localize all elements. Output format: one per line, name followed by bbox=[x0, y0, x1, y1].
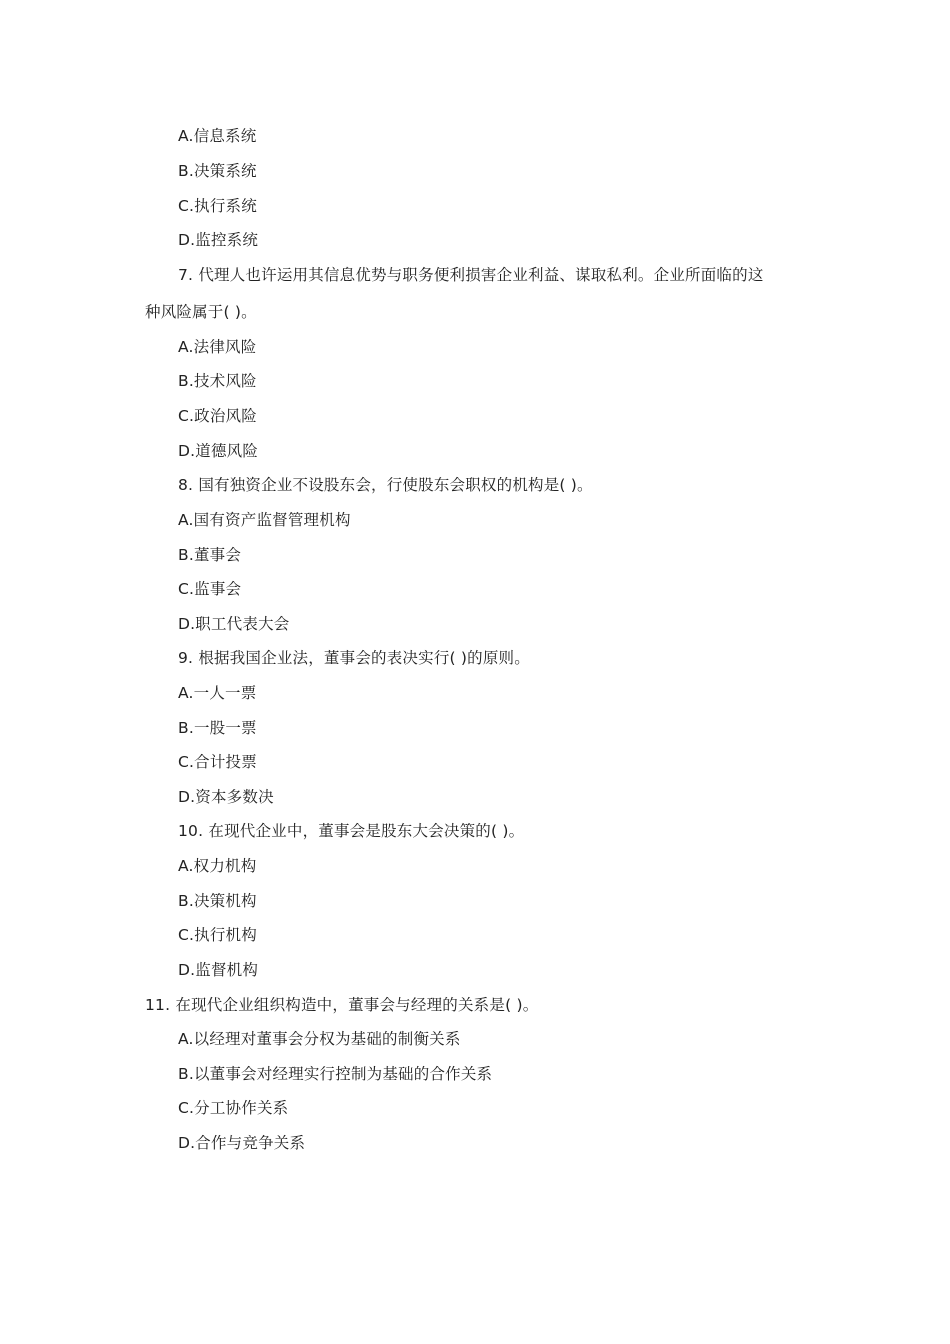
q10-text: 10. 在现代企业中，董事会是股东大会决策的( )。 bbox=[178, 822, 525, 840]
q10-option-d: D.监督机构 bbox=[178, 961, 259, 979]
q10-option-b: B.决策机构 bbox=[178, 892, 257, 910]
q8-option-d: D.职工代表大会 bbox=[178, 615, 290, 633]
q10-option-a: A.权力机构 bbox=[178, 857, 257, 875]
q6-option-a: A.信息系统 bbox=[178, 127, 257, 145]
q8-option-a: A.国有资产监督管理机构 bbox=[178, 511, 351, 529]
q8-option-c: C.监事会 bbox=[178, 580, 242, 598]
q11-option-a: A.以经理对董事会分权为基础的制衡关系 bbox=[178, 1030, 461, 1048]
q10-option-c: C.执行机构 bbox=[178, 926, 257, 944]
q9-option-b: B.一股一票 bbox=[178, 719, 257, 737]
q11-option-b: B.以董事会对经理实行控制为基础的合作关系 bbox=[178, 1065, 493, 1083]
q7-option-d: D.道德风险 bbox=[178, 442, 259, 460]
q9-text: 9. 根据我国企业法，董事会的表决实行( )的原则。 bbox=[178, 649, 530, 667]
q7-option-a: A.法律风险 bbox=[178, 338, 257, 356]
q11-text: 11. 在现代企业组织构造中，董事会与经理的关系是( )。 bbox=[145, 996, 539, 1014]
q9-option-d: D.资本多数决 bbox=[178, 788, 274, 806]
q11-option-c: C.分工协作关系 bbox=[178, 1099, 289, 1117]
q7-option-b: B.技术风险 bbox=[178, 372, 257, 390]
q11-option-d: D.合作与竞争关系 bbox=[178, 1134, 306, 1152]
q7-text-line1: 7. 代理人也许运用其信息优势与职务便利损害企业利益、谋取私利。企业所面临的这 bbox=[178, 266, 764, 284]
q9-option-c: C.合计投票 bbox=[178, 753, 257, 771]
q6-option-d: D.监控系统 bbox=[178, 231, 259, 249]
q6-option-c: C.执行系统 bbox=[178, 197, 257, 215]
q7-text-line2: 种风险属于( )。 bbox=[145, 303, 257, 321]
q8-text: 8. 国有独资企业不设股东会，行使股东会职权的机构是( )。 bbox=[178, 476, 593, 494]
q9-option-a: A.一人一票 bbox=[178, 684, 257, 702]
q7-option-c: C.政治风险 bbox=[178, 407, 257, 425]
q6-option-b: B.决策系统 bbox=[178, 162, 257, 180]
q8-option-b: B.董事会 bbox=[178, 546, 242, 564]
